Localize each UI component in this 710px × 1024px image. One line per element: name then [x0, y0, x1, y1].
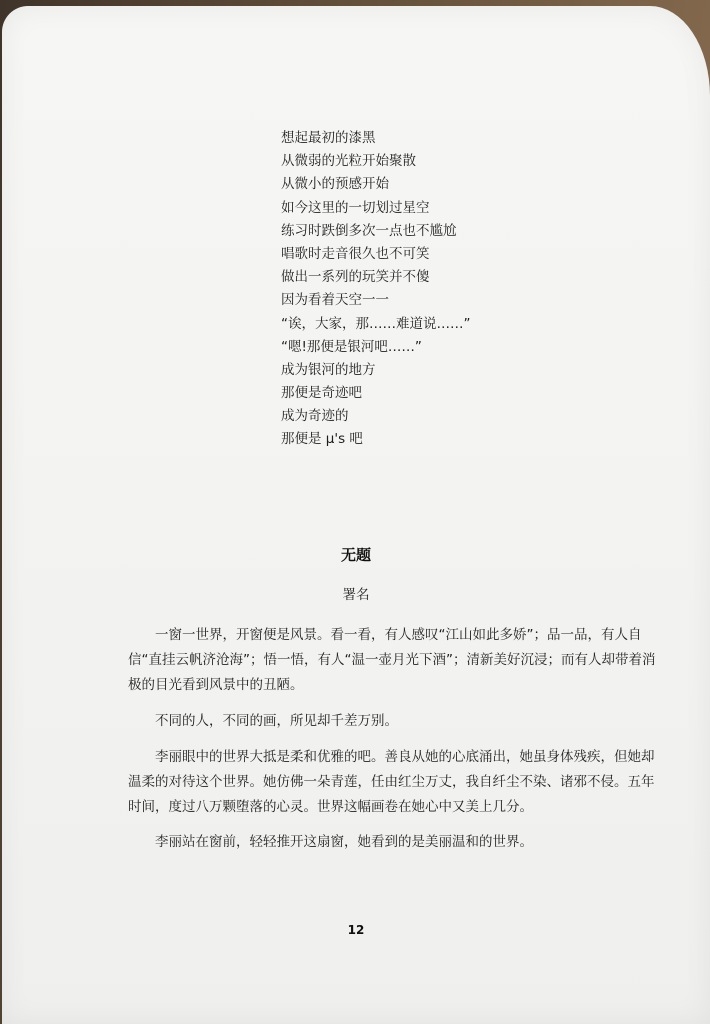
poem-line: “嗯!那便是银河吧……” — [281, 338, 422, 355]
poem-line: 唱歌时走音很久也不可笑 — [281, 245, 430, 262]
page-number: 12 — [347, 923, 365, 937]
poem — [281, 127, 471, 452]
poem-line: 练习时跌倒多次一点也不尴尬 — [281, 222, 457, 239]
poem-line: 从微弱的光粒开始聚散 — [281, 153, 416, 170]
poem-line: 如今这里的一切划过星空 — [281, 199, 430, 216]
essay-title: 无题 — [340, 546, 371, 564]
essay-paragraph: 李丽站在窗前，轻轻推开这扇窗，她看到的是美丽温和的世界。 — [155, 834, 533, 850]
essay-paragraph: 李丽眼中的世界大抵是柔和优雅的吧。善良从她的心底涌出，她虽身体残疾，但她却温柔的对待这个世界。她仿佛一朵青莲，任由红尘万丈，我自纤尘不染、诸邪不侵。五年时间，度过八万颗堕落的心灵。世界这幅画卷在她心中又美上几分。 — [128, 749, 655, 815]
poem-line: 从微小的预感开始 — [281, 176, 389, 193]
poem-line: 因为看着天空一一 — [281, 292, 389, 309]
document-page — [2, 6, 710, 1024]
poem-line: 成为银河的地方 — [281, 361, 376, 378]
essay-author: 署名 — [342, 587, 370, 603]
poem-line: “诶，大家，那……难道说……” — [281, 315, 471, 332]
poem-line: 成为奇迹的 — [281, 408, 349, 425]
poem-line: 想起最初的漆黑 — [281, 130, 376, 146]
poem-line: 做出一系列的玩笑并不傻 — [281, 269, 430, 286]
essay-paragraph: 一窗一世界，开窗便是风景。看一看，有人感叹“江山如此多娇”；品一品，有人自信“直挂云帆济沧海”；悟一悟，有人“温一壶月光下酒”；清新美好沉浸；而有人却带着消极的目光看到风景中的丑陋。 — [128, 627, 656, 693]
poem-line: 那便是 μ's 吧 — [281, 431, 363, 448]
poem-line: 那便是奇迹吧 — [281, 385, 362, 402]
essay-paragraph: 不同的人，不同的画，所见却千差万别。 — [155, 713, 398, 729]
